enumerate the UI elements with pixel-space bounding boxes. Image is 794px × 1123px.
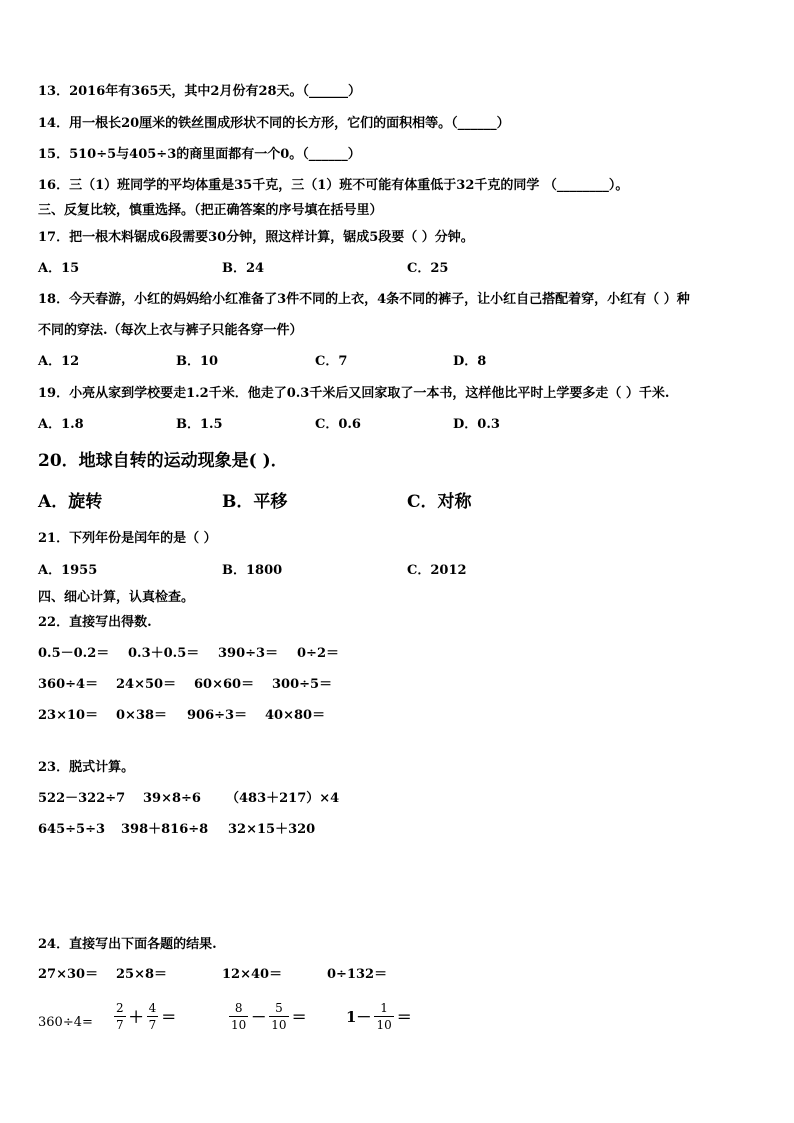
q19-option-a: A．1.8 (38, 417, 84, 432)
q19-option-d: D．0.3 (453, 417, 500, 432)
q23-item: 398＋816÷8 (121, 822, 209, 837)
q17-option-c: C．25 (407, 261, 449, 276)
q24-item: 27×30＝ (38, 967, 99, 982)
section-4-heading: 四、细心计算，认真检查。 (38, 590, 195, 605)
question-23: 23．脱式计算。 (38, 760, 135, 775)
q20-option-a: A．旋转 (38, 492, 103, 512)
section-3-heading: 三、反复比较，慎重选择。（把正确答案的序号填在括号里） (38, 203, 383, 218)
fraction-expression-3: 1－ 1 10 ＝ (346, 1001, 412, 1032)
q24-item: 0÷132＝ (327, 967, 388, 982)
q22-item: 0.3＋0.5＝ (128, 646, 200, 661)
fraction-expression-1: 2 7 ＋ 4 7 ＝ (116, 1001, 177, 1032)
q21-option-a: A．1955 (38, 563, 98, 578)
q23-item: （483＋217）×4 (226, 791, 340, 806)
q17-option-b: B．24 (222, 261, 265, 276)
q21-option-b: B．1800 (222, 563, 283, 578)
question-17: 17．把一根木料锯成6段需要30分钟，照这样计算，锯成5段要（ ）分钟。 (38, 230, 474, 245)
question-13: 13．2016年有365天，其中2月份有28天。（______） (38, 84, 362, 99)
question-19: 19．小亮从家到学校要走1.2千米．他走了0.3千米后又回家取了一本书，这样他比平时上学要多走（ ）千米. (38, 386, 670, 401)
q22-item: 0.5－0.2＝ (38, 646, 110, 661)
q19-option-c: C．0.6 (315, 417, 361, 432)
q24-item: 25×8＝ (116, 967, 168, 982)
fraction: 2 7 (116, 1001, 124, 1032)
fraction: 1 10 (376, 1001, 392, 1032)
q18-option-d: D．8 (453, 354, 487, 369)
q22-item: 40×80＝ (265, 708, 326, 723)
q17-option-a: A．15 (38, 261, 80, 276)
q22-item: 23×10＝ (38, 708, 99, 723)
q18-option-b: B．10 (176, 354, 219, 369)
q22-item: 906÷3＝ (187, 708, 248, 723)
q19-option-b: B．1.5 (176, 417, 223, 432)
q22-item: 0×38＝ (116, 708, 168, 723)
question-14: 14．用一根长20厘米的铁丝围成形状不同的长方形，它们的面积相等。（______） (38, 116, 510, 131)
question-18-line1: 18．今天春游，小红的妈妈给小红准备了3件不同的上衣，4条不同的裤子，让小红自己搭配着穿，小红有（ ）种 (38, 292, 690, 307)
q22-item: 24×50＝ (116, 677, 177, 692)
fraction-expression-2: 8 10 － 5 10 ＝ (231, 1001, 307, 1032)
q24-item: 360÷4= (38, 1015, 93, 1030)
fraction: 8 10 (231, 1001, 247, 1032)
fraction: 4 7 (148, 1001, 157, 1032)
question-24: 24．直接写出下面各题的结果. (38, 937, 217, 952)
q23-item: 645÷5÷3 (38, 822, 106, 837)
q22-item: 390÷3＝ (218, 646, 279, 661)
question-22: 22．直接写出得数. (38, 615, 152, 630)
q23-item: 522－322÷7 (38, 791, 126, 806)
q22-item: 360÷4＝ (38, 677, 99, 692)
fraction: 5 10 (271, 1001, 287, 1032)
q20-option-c: C．对称 (407, 492, 472, 512)
q18-option-c: C．7 (315, 354, 348, 369)
question-21: 21．下列年份是闰年的是（ ） (38, 531, 217, 546)
q22-item: 300÷5＝ (272, 677, 333, 692)
question-18-line2: 不同的穿法.（每次上衣与裤子只能各穿一件） (38, 323, 303, 338)
q18-option-a: A．12 (38, 354, 80, 369)
q24-item: 12×40＝ (222, 967, 283, 982)
q22-item: 0÷2＝ (297, 646, 339, 661)
q21-option-c: C．2012 (407, 563, 467, 578)
q23-item: 39×8÷6 (143, 791, 201, 806)
q23-item: 32×15＋320 (228, 822, 316, 837)
q22-item: 60×60＝ (194, 677, 255, 692)
question-20: 20．地球自转的运动现象是( )． (38, 451, 288, 471)
question-16: 16．三（1）班同学的平均体重是35千克，三（1）班不可能有体重低于32千克的同学 （________）。 (38, 178, 629, 193)
q20-option-b: B．平移 (222, 492, 288, 512)
question-15: 15．510÷5与405÷3的商里面都有一个0。（______） (38, 147, 361, 162)
